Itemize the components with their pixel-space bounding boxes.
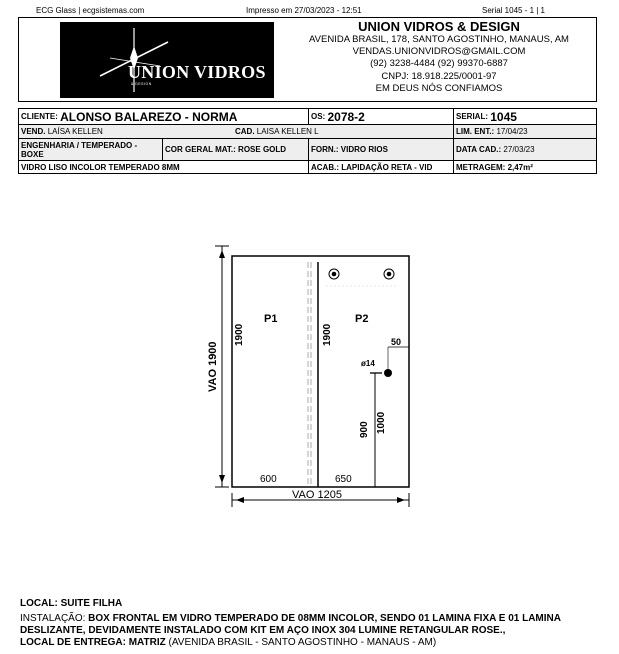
area-value: 2,47m² — [507, 162, 533, 172]
supplier-cell — [308, 139, 453, 160]
serial-cell — [453, 109, 598, 124]
company-logo — [60, 22, 274, 98]
installation-label: INSTALAÇÃO: — [20, 613, 86, 624]
installation-line-2: DESLIZANTE, DEVIDAMENTE INSTALADO COM KIT EM AÇO INOX 304 LUMINE RETANGULAR ROSE., — [20, 625, 506, 636]
registrar-label: CAD. — [235, 127, 255, 136]
client-cell — [19, 109, 308, 124]
installation-notes — [20, 598, 600, 649]
glass-frame — [232, 256, 409, 487]
roller-hole-icon — [384, 269, 394, 279]
client-value: ALONSO BALAREZO - NORMA — [60, 109, 238, 124]
delivery-address: (AVENIDA BRASIL - SANTO AGOSTINHO - MANAUS - AM) — [168, 637, 437, 648]
register-date-cell — [453, 139, 598, 160]
info-row-seller — [19, 125, 596, 139]
register-date-value: 27/03/23 — [503, 145, 535, 154]
delivery-line — [20, 637, 600, 649]
mark-height-label: 900 — [359, 421, 370, 438]
glass-type-cell: VIDRO LISO INCOLOR TEMPERADO 8MM — [21, 162, 180, 172]
finish-cell — [308, 161, 453, 173]
supplier-value: VIDRO RIOS — [340, 145, 388, 154]
company-cnpj: CNPJ: 18.918.225/0001-97 — [381, 70, 497, 82]
star-logo-icon — [60, 22, 274, 98]
color-value: ROSE GOLD — [238, 145, 287, 154]
roller-hole-icon — [329, 269, 339, 279]
area-cell — [453, 161, 598, 173]
os-label: OS: — [311, 112, 326, 121]
p1-height-label: 1900 — [234, 323, 245, 346]
delivery-value: MATRIZ — [128, 637, 166, 648]
local-label: LOCAL: — [20, 598, 58, 609]
register-date-label: DATA CAD.: — [456, 145, 502, 154]
color-cell — [162, 139, 308, 160]
vao-height-label: VAO 1900 — [207, 341, 219, 392]
seller-value: LAÍSA KELLEN — [47, 127, 103, 136]
finish-value: LAPIDAÇÃO RETA - VID — [341, 162, 433, 172]
panel-label-p2: P2 — [355, 313, 369, 325]
hole-height-label: 1000 — [376, 411, 387, 434]
serial-value: 1045 — [490, 109, 517, 124]
color-label: COR GERAL MAT.: — [165, 145, 236, 154]
p2-width-label: 650 — [335, 474, 352, 485]
info-row-type — [19, 139, 596, 161]
registrar-value: LAISA KELLEN L — [256, 127, 319, 136]
company-name: UNION VIDROS & DESIGN — [358, 19, 520, 34]
company-address: AVENIDA BRASIL, 178, SANTO AGOSTINHO, MANAUS, AM — [309, 34, 569, 45]
installation-line — [20, 613, 600, 625]
installation-value-1: BOX FRONTAL EM VIDRO TEMPERADO DE 08MM INCOLOR, SENDO 01 LAMINA FIXA E 01 LAMINA — [88, 613, 561, 624]
supplier-label: FORN.: — [311, 145, 339, 154]
os-cell — [308, 109, 453, 124]
registrar-cell — [233, 125, 453, 138]
order-info-table — [18, 108, 597, 174]
vao-width-label: VAO 1205 — [292, 489, 342, 501]
p1-width-label: 600 — [260, 474, 277, 485]
company-email: VENDAS.UNIONVIDROS@GMAIL.COM — [352, 46, 526, 58]
service-type-line1: ENGENHARIA / TEMPERADO - — [21, 140, 138, 150]
company-info — [281, 18, 597, 95]
client-label: CLIENTE: — [21, 112, 58, 121]
company-motto: EM DEUS NÓS CONFIAMOS — [375, 82, 503, 94]
p2-height-label: 1900 — [322, 323, 333, 346]
info-row-glass — [19, 161, 596, 173]
seller-label: VEND. — [21, 127, 46, 136]
deadline-value: 17/04/23 — [496, 127, 528, 136]
handle-hole-icon — [384, 369, 392, 377]
serial-page: Serial 1045 - 1 | 1 — [482, 6, 546, 15]
finish-label: ACAB.: — [311, 162, 339, 172]
logo-subtext: & DESIGN — [131, 82, 152, 86]
local-value: SUITE FILHA — [60, 598, 123, 609]
company-phones: (92) 3238-4484 (92) 99370-6887 — [370, 58, 508, 70]
document-header — [18, 17, 597, 102]
local-line — [20, 598, 600, 610]
area-label: METRAGEM: — [456, 162, 506, 172]
seller-cell — [19, 125, 233, 138]
panel-label-p1: P1 — [264, 313, 278, 325]
hole-diameter-label: ø14 — [361, 359, 375, 368]
system-name: ECG Glass | ecgsistemas.com — [36, 6, 145, 15]
print-date: Impresso em 27/03/2023 - 12:51 — [246, 6, 362, 15]
os-value: 2078-2 — [327, 109, 365, 124]
service-type-line2: BOXE — [21, 149, 44, 159]
info-row-client — [19, 109, 596, 125]
deadline-label: LIM. ENT.: — [456, 127, 495, 136]
deadline-cell — [453, 125, 598, 138]
serial-label: SERIAL: — [456, 112, 488, 121]
hole-offset-label: 50 — [391, 337, 402, 347]
delivery-label: LOCAL DE ENTREGA: — [20, 637, 126, 648]
logo-text: UNION VIDROS — [128, 62, 266, 82]
service-type-cell — [19, 139, 162, 160]
